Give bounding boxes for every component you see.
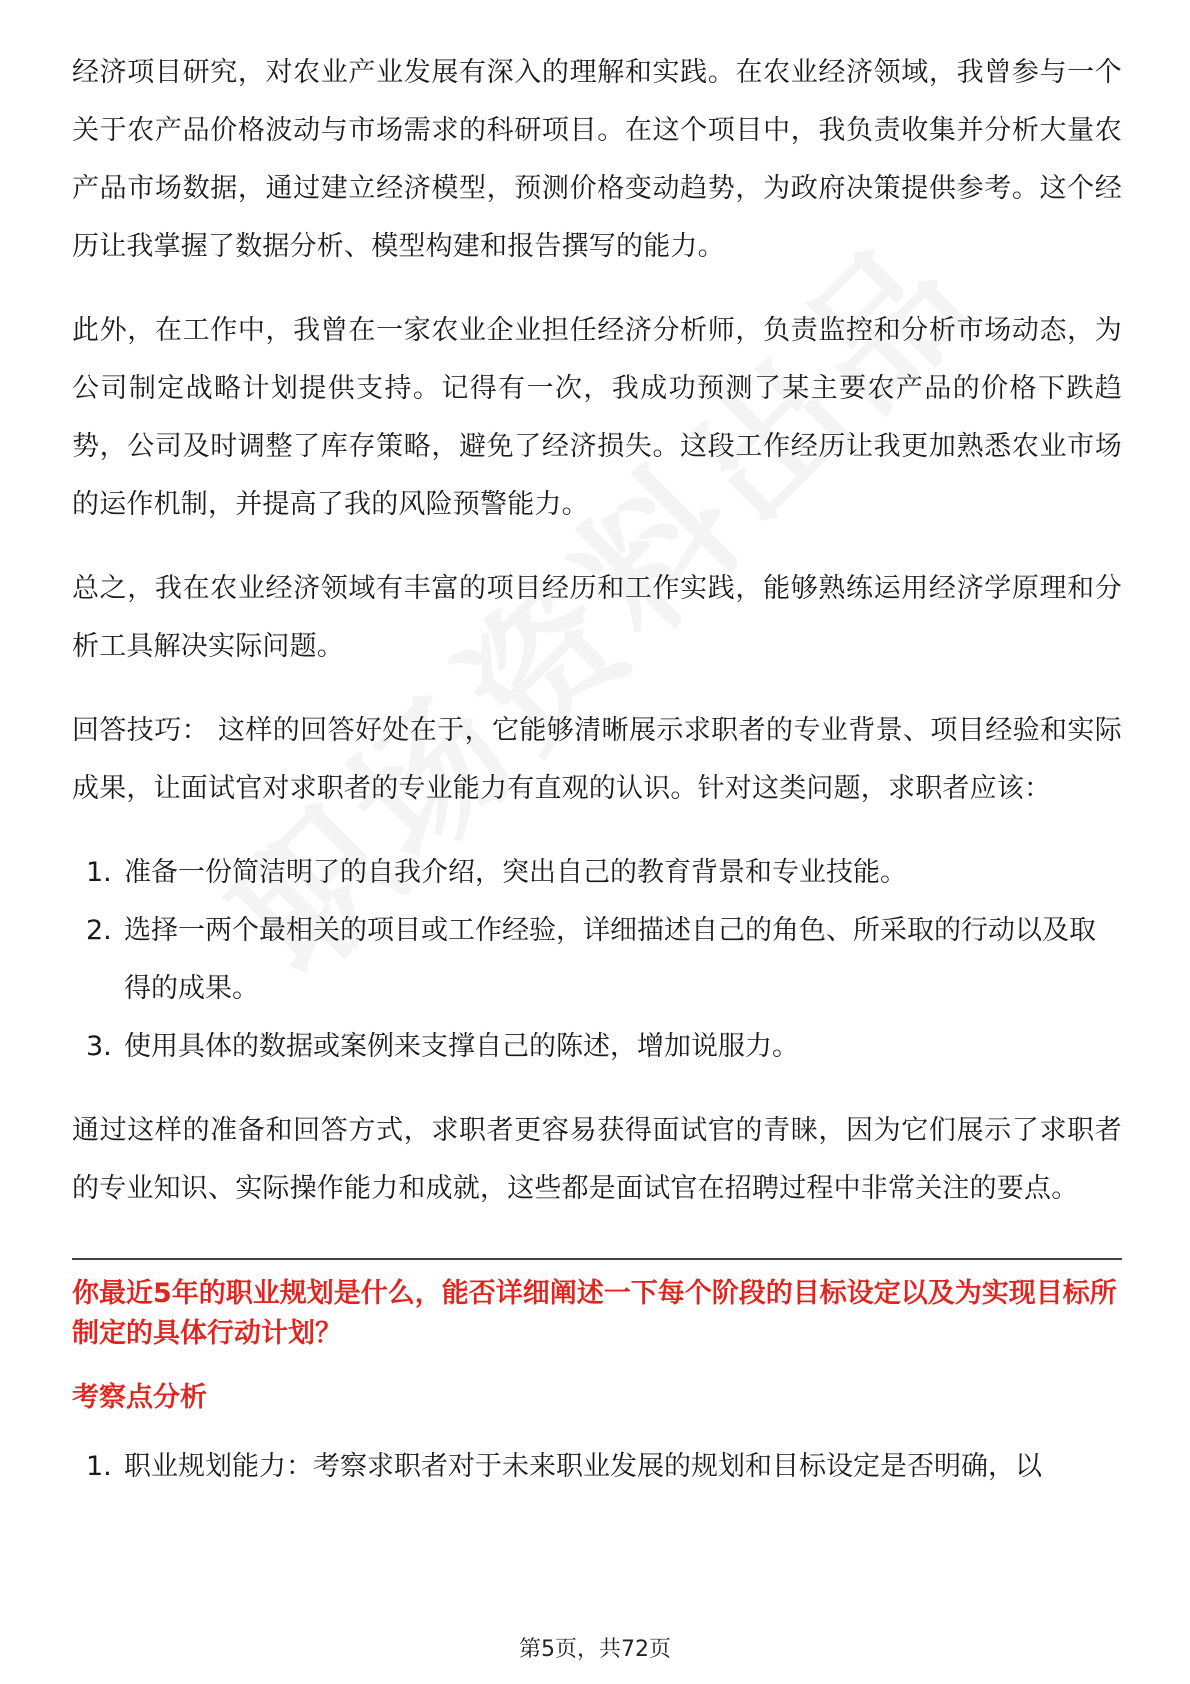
list-number: 1. <box>86 857 112 888</box>
list-number: 1. <box>86 1451 112 1482</box>
tips-list <box>72 844 1122 1076</box>
list-number: 3. <box>86 1031 112 1062</box>
answer-tips-paragraph: 回答技巧： 这样的回答好处在于，它能够清晰展示求职者的专业背景、项目经验和实际成果，让面试官对求职者的专业能力有直观的认识。针对这类问题，求职者应该： <box>72 715 1122 804</box>
answer-paragraph-1: 经济项目研究，对农业产业发展有深入的理解和实践。在农业经济领域，我曾参与一个关于农产品价格波动与市场需求的科研项目。在这个项目中，我负责收集并分析大量农产品市场数据，通过建立经济模型，预测价格变动趋势，为政府决策提供参考。这个经历让我掌握了数据分析、模型构建和报告撰写的能力。 <box>72 57 1122 262</box>
page-content <box>72 44 1122 1522</box>
list-item <box>72 844 1122 902</box>
closing-paragraph: 通过这样的准备和回答方式，求职者更容易获得面试官的青睐，因为它们展示了求职者的专业知识、实际操作能力和成就，这些都是面试官在招聘过程中非常关注的要点。 <box>72 1115 1122 1204</box>
analysis-list <box>72 1438 1122 1496</box>
list-number: 2. <box>86 915 112 946</box>
list-item-text: 使用具体的数据或案例来支撑自己的陈述，增加说服力。 <box>124 1031 799 1062</box>
list-item <box>72 1018 1122 1076</box>
list-item-text: 职业规划能力：考察求职者对于未来职业发展的规划和目标设定是否明确，以 <box>124 1451 1042 1482</box>
list-item <box>72 1438 1122 1496</box>
interview-question: 你最近5年的职业规划是什么，能否详细阐述一下每个阶段的目标设定以及为实现目标所制定的具体行动计划？ <box>72 1278 1117 1349</box>
answer-paragraph-2: 此外，在工作中，我曾在一家农业企业担任经济分析师，负责监控和分析市场动态，为公司制定战略计划提供支持。记得有一次，我成功预测了某主要农产品的价格下跌趋势，公司及时调整了库存策略，避免了经济损失。这段工作经历让我更加熟悉农业市场的运作机制，并提高了我的风险预警能力。 <box>72 315 1122 520</box>
analysis-heading: 考察点分析 <box>72 1382 207 1413</box>
page-footer: 第5页，共72页 <box>519 1637 671 1662</box>
list-item-text: 选择一两个最相关的项目或工作经验，详细描述自己的角色、所采取的行动以及取得的成果。 <box>124 915 1096 1004</box>
section-divider <box>72 1258 1122 1260</box>
answer-paragraph-3: 总之，我在农业经济领域有丰富的项目经历和工作实践，能够熟练运用经济学原理和分析工具解决实际问题。 <box>72 573 1122 662</box>
list-item-text: 准备一份简洁明了的自我介绍，突出自己的教育背景和专业技能。 <box>124 857 907 888</box>
list-item <box>72 902 1122 1018</box>
